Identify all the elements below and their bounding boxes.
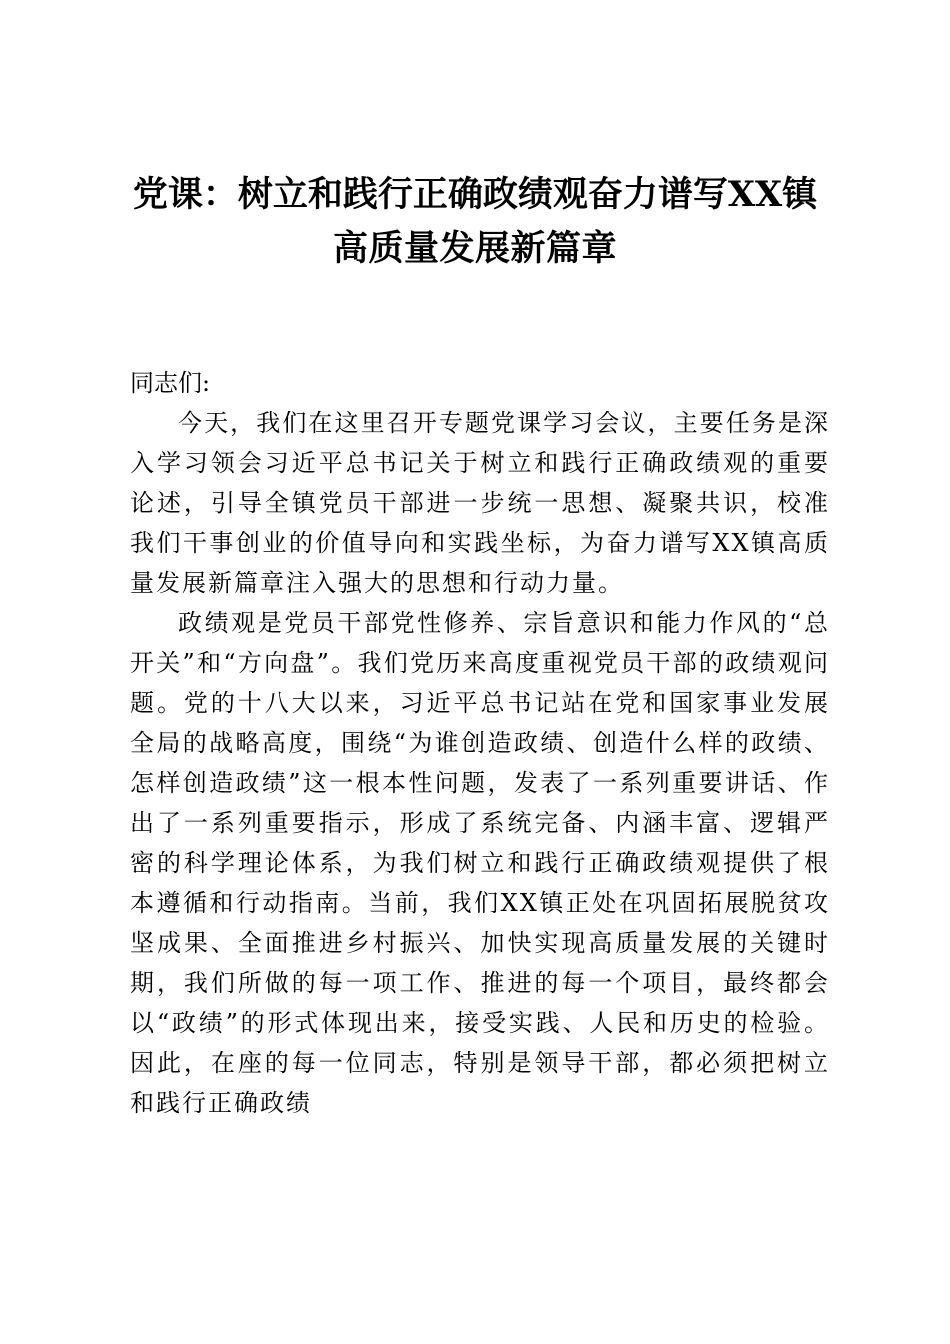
document-title	[110, 168, 840, 276]
paragraph-1: 今天，我们在这里召开专题党课学习会议，主要任务是深入学习领会习近平总书记关于树立和践行正确政绩观的重要论述，引导全镇党员干部进一步统一思想、凝聚共识，校准我们干事创业的价值导向和实践坐标，为奋力谱写XX镇高质量发展新篇章注入强大的思想和行动力量。	[130, 409, 830, 597]
document-body	[130, 363, 830, 1123]
paragraph-2: 政绩观是党员干部党性修养、宗旨意识和能力作风的“总开关”和“方向盘”。我们党历来高度重视党员干部的政绩观问题。党的十八大以来，习近平总书记站在党和国家事业发展全局的战略高度，围绕“为谁创造政绩、创造什么样的政绩、怎样创造政绩”这一根本性问题，发表了一系列重要讲话、作出了一系列重要指示，形成了系统完备、内涵丰富、逻辑严密的科学理论体系，为我们树立和践行正确政绩观提供了根本遵循和行动指南。当前，我们XX镇正处在巩固拓展脱贫攻坚成果、全面推进乡村振兴、加快实现高质量发展的关键时期，我们所做的每一项工作、推进的每一个项目，最终都会以“政绩”的形式体现出来，接受实践、人民和历史的检验。因此，在座的每一位同志，特别是领导干部，都必须把树立和践行正确政绩	[130, 609, 830, 1117]
title-line-1: 党课：树立和践行正确政绩观奋力谱写XX镇	[132, 174, 818, 215]
title-line-2: 高质量发展新篇章	[332, 228, 617, 269]
salutation: 同志们:	[130, 369, 211, 397]
